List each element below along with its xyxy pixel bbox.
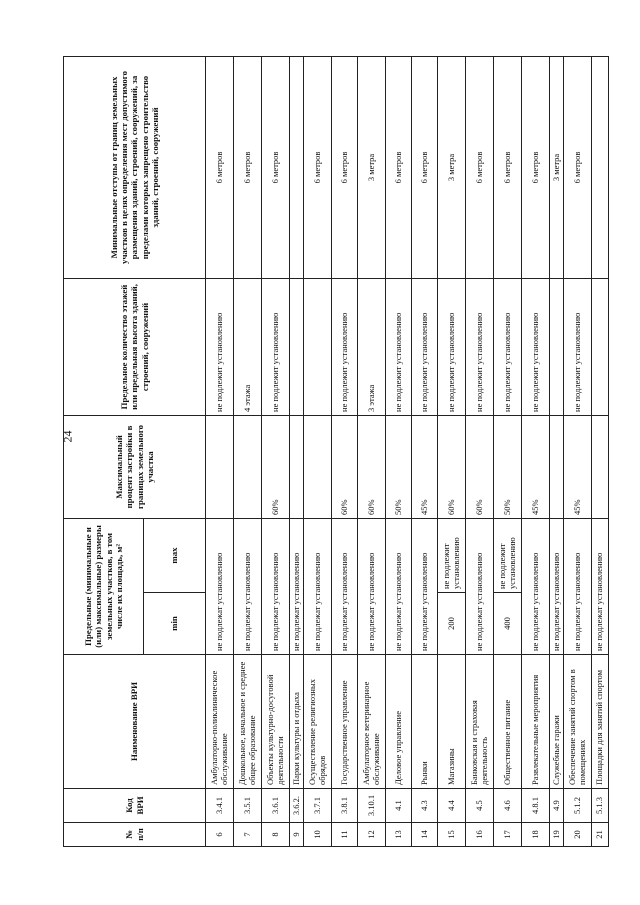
cell-max: не подлежит установлению — [494, 518, 522, 592]
cell-name: Развлекательные мероприятия — [522, 655, 550, 789]
table-row — [494, 56, 522, 846]
header-floors: Предельное количество этажей или предельная высота зданий, строений, сооружений — [64, 278, 206, 415]
cell-size: не подлежат установлению — [522, 518, 550, 654]
cell-code: 3.8.1 — [332, 789, 358, 823]
header-setback: Минимальные отступы от границ земельных участков в целях определения мест допустимого размещения зданий, строений, сооружений, за пределами которых запрещено строительство зданий, строений, сооружений — [64, 56, 206, 278]
cell-size: не подлежат установлению — [466, 518, 494, 654]
cell-floors — [304, 278, 332, 415]
cell-name: Магазины — [438, 655, 466, 789]
cell-size: не подлежат установлению — [358, 518, 386, 654]
cell-setback: 6 метров — [412, 56, 438, 278]
cell-name: Площадки для занятий спортом — [592, 655, 609, 789]
cell-floors: не подлежит установлению — [386, 278, 412, 415]
cell-max: не подлежит установлению — [438, 518, 466, 592]
table-row — [206, 56, 234, 846]
cell-percent: 45% — [412, 415, 438, 518]
cell-floors: 3 этажа — [358, 278, 386, 415]
cell-name: Амбулаторное ветеринарное обслуживание — [358, 655, 386, 789]
cell-setback: 6 метров — [234, 56, 262, 278]
header-size: Предельные (минимальные и (или) максимальные) размеры земельных участков, в том числе их площадь, м² — [64, 518, 144, 654]
cell-percent: 50% — [386, 415, 412, 518]
cell-size: не подлежат установлению — [564, 518, 592, 654]
cell-floors: не подлежит установлению — [206, 278, 234, 415]
header-percent: Максимальный процент застройки в границах земельного участка — [64, 415, 206, 518]
cell-size: не подлежат установлению — [262, 518, 290, 654]
cell-code: 4.4 — [438, 789, 466, 823]
cell-num: 17 — [494, 823, 522, 847]
cell-setback — [290, 56, 304, 278]
cell-percent: 60% — [262, 415, 290, 518]
header-name: Наименование ВРИ — [64, 655, 206, 789]
cell-setback: 6 метров — [304, 56, 332, 278]
cell-percent: 45% — [522, 415, 550, 518]
cell-num: 20 — [564, 823, 592, 847]
cell-name: Парки культуры и отдыха — [290, 655, 304, 789]
cell-setback: 6 метров — [494, 56, 522, 278]
table-row — [412, 56, 438, 846]
cell-min: 400 — [494, 593, 522, 655]
cell-setback: 3 метра — [550, 56, 564, 278]
cell-percent — [290, 415, 304, 518]
table-row — [332, 56, 358, 846]
cell-percent: 60% — [438, 415, 466, 518]
cell-percent: 45% — [564, 415, 592, 518]
cell-setback: 6 метров — [332, 56, 358, 278]
cell-floors: не подлежит установлению — [494, 278, 522, 415]
cell-name: Дошкольное, начальное и среднее общее образование — [234, 655, 262, 789]
cell-num: 13 — [386, 823, 412, 847]
cell-num: 10 — [304, 823, 332, 847]
header-num: № п/п — [64, 823, 206, 847]
cell-code: 5.1.3 — [592, 789, 609, 823]
table-row — [550, 56, 564, 846]
header-min: min — [144, 593, 206, 655]
cell-floors: не подлежит установлению — [466, 278, 494, 415]
cell-size: не подлежат установлению — [550, 518, 564, 654]
cell-floors: не подлежит установлению — [332, 278, 358, 415]
cell-num: 18 — [522, 823, 550, 847]
cell-name: Общественное питание — [494, 655, 522, 789]
cell-percent: 60% — [332, 415, 358, 518]
cell-code: 4.8.1 — [522, 789, 550, 823]
cell-size: не подлежат установлению — [304, 518, 332, 654]
cell-name: Рынки — [412, 655, 438, 789]
table-row — [438, 56, 466, 846]
cell-name: Амбулаторно-поликлиническое обслуживание — [206, 655, 234, 789]
cell-setback: 3 метра — [358, 56, 386, 278]
cell-floors: не подлежит установлению — [262, 278, 290, 415]
cell-setback: 6 метров — [466, 56, 494, 278]
cell-percent — [592, 415, 609, 518]
cell-code: 5.1.2 — [564, 789, 592, 823]
cell-percent — [234, 415, 262, 518]
cell-size: не подлежат установлению — [234, 518, 262, 654]
cell-setback: 3 метра — [438, 56, 466, 278]
cell-num: 12 — [358, 823, 386, 847]
cell-num: 8 — [262, 823, 290, 847]
cell-setback: 6 метров — [564, 56, 592, 278]
cell-floors: не подлежит установлению — [522, 278, 550, 415]
cell-name: Банковская и страховая деятельность — [466, 655, 494, 789]
cell-code: 3.10.1 — [358, 789, 386, 823]
cell-percent — [206, 415, 234, 518]
table-row — [262, 56, 290, 846]
table-row — [466, 56, 494, 846]
table-row — [386, 56, 412, 846]
cell-code: 3.6.1 — [262, 789, 290, 823]
cell-floors: не подлежит установлению — [412, 278, 438, 415]
cell-code: 4.5 — [466, 789, 494, 823]
cell-code: 4.3 — [412, 789, 438, 823]
cell-code: 4.9 — [550, 789, 564, 823]
page-number: 24 — [60, 430, 75, 443]
cell-percent: 50% — [494, 415, 522, 518]
cell-name: Осуществление религиозных обрядов — [304, 655, 332, 789]
cell-percent — [550, 415, 564, 518]
cell-size: не подлежат установлению — [386, 518, 412, 654]
cell-num: 19 — [550, 823, 564, 847]
cell-percent — [304, 415, 332, 518]
cell-num: 21 — [592, 823, 609, 847]
cell-setback: 6 метров — [386, 56, 412, 278]
table-row — [522, 56, 550, 846]
cell-floors — [592, 278, 609, 415]
cell-code: 4.6 — [494, 789, 522, 823]
cell-setback — [592, 56, 609, 278]
rotated-table-container — [60, 57, 605, 847]
cell-num: 9 — [290, 823, 304, 847]
table-row — [304, 56, 332, 846]
cell-floors: не подлежит установлению — [438, 278, 466, 415]
cell-code: 3.7.1 — [304, 789, 332, 823]
cell-num: 16 — [466, 823, 494, 847]
cell-name: Служебные гаражи — [550, 655, 564, 789]
cell-floors: не подлежит установлению — [564, 278, 592, 415]
header-max: max — [144, 518, 206, 592]
cell-size: не подлежат установлению — [412, 518, 438, 654]
table-row — [564, 56, 592, 846]
cell-code: 4.1 — [386, 789, 412, 823]
cell-name: Объекты культурно-досуговой деятельности — [262, 655, 290, 789]
cell-size: не подлежат установлению — [206, 518, 234, 654]
cell-floors — [550, 278, 564, 415]
cell-num: 6 — [206, 823, 234, 847]
cell-percent: 60% — [358, 415, 386, 518]
cell-num: 11 — [332, 823, 358, 847]
cell-floors: 4 этажа — [234, 278, 262, 415]
cell-size: не подлежат установлению — [332, 518, 358, 654]
header-code: Код ВРИ — [64, 789, 206, 823]
cell-num: 7 — [234, 823, 262, 847]
table-row — [592, 56, 609, 846]
cell-setback: 6 метров — [206, 56, 234, 278]
cell-setback: 6 метров — [522, 56, 550, 278]
cell-code: 3.6.2. — [290, 789, 304, 823]
cell-size: не подлежат установлению — [592, 518, 609, 654]
cell-name: Обеспечение занятий спортом в помещениях — [564, 655, 592, 789]
cell-floors — [290, 278, 304, 415]
cell-min: 200 — [438, 593, 466, 655]
cell-setback: 6 метров — [262, 56, 290, 278]
cell-code: 3.4.1 — [206, 789, 234, 823]
cell-code: 3.5.1 — [234, 789, 262, 823]
table-row — [358, 56, 386, 846]
vri-table — [60, 56, 609, 847]
table-row — [234, 56, 262, 846]
cell-name: Деловое управление — [386, 655, 412, 789]
cell-num: 14 — [412, 823, 438, 847]
cell-num: 15 — [438, 823, 466, 847]
cell-percent: 60% — [466, 415, 494, 518]
table-row — [290, 56, 304, 846]
cell-name: Государственное управление — [332, 655, 358, 789]
cell-size: не подлежат установлению — [290, 518, 304, 654]
